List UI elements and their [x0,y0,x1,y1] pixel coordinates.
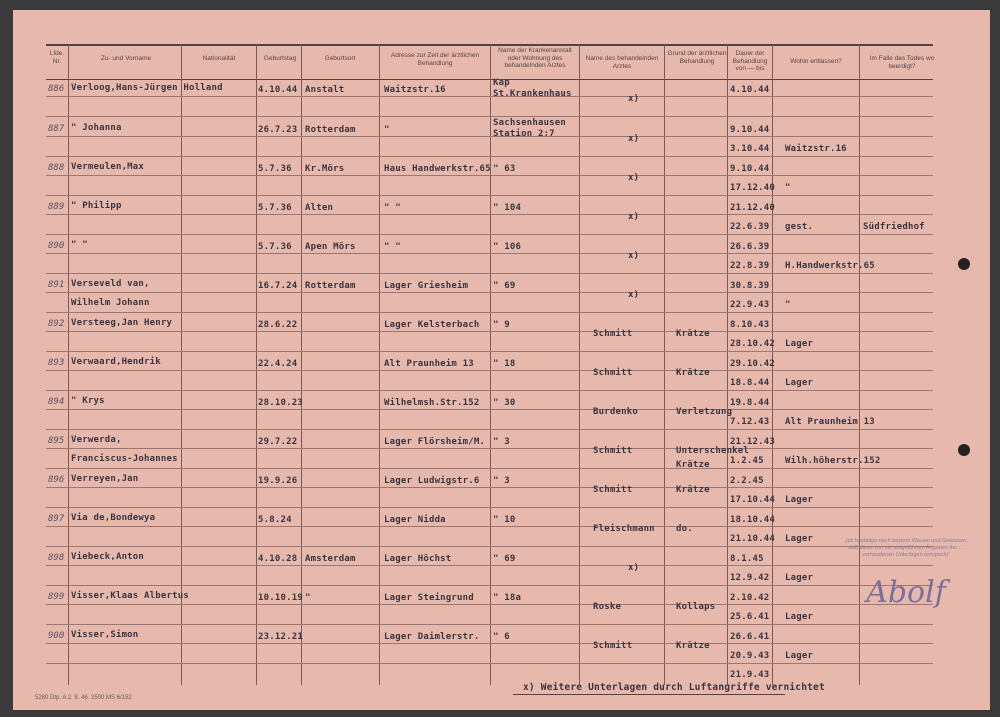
hospital: " 10 [493,515,516,525]
row-number: 898 [48,553,65,563]
row-rule [46,136,933,137]
row-number: 888 [48,163,65,173]
birth-date: 26.7.23 [258,125,298,135]
row-rule [46,234,933,235]
treatment-date: 7.12.43 [730,417,770,427]
person-name: Via de,Bondewya [71,513,156,523]
header-nr: Lfde. Nr. [49,50,65,65]
row-number: 899 [48,592,65,602]
col-line [664,45,665,685]
hospital: Sachsenhausen [493,118,567,128]
doctor-name: Roske [593,602,622,612]
header-reason: Grund der ärztlichen Behandlung [667,50,727,65]
form-code: 5280 Dtp. A 2. 8. 46. 2500 MS 6/152 [35,695,132,701]
header-birthdate: Geburtstag [263,55,297,62]
address: Haus Handwerkstr.65 [384,164,491,174]
doctor-name: x) [628,290,640,300]
treatment-reason: Unterschenkel [676,446,750,456]
treatment-date: 9.10.44 [730,164,770,174]
treatment-date: 25.6.41 [730,612,770,622]
discharged-to: Lager [785,339,814,349]
birth-date: 10.10.19 [258,593,303,603]
birth-date: 5.7.36 [258,203,292,213]
treatment-date: 8.1.45 [730,554,764,564]
birth-date: 28.6.22 [258,320,298,330]
treatment-date: 18.10.44 [730,515,775,525]
address: Lager Flörsheim/M. [384,437,486,447]
row-rule [46,468,933,469]
row-rule [46,409,933,410]
hospital: " 63 [493,164,516,174]
col-line [181,45,182,685]
row-rule [46,312,933,313]
discharged-to: Lager [785,651,814,661]
hospital: " 9 [493,320,510,330]
hospital: " 106 [493,242,522,252]
doctor-name: x) [628,212,640,222]
treatment-date: 30.8.39 [730,281,770,291]
treatment-date: 19.8.44 [730,398,770,408]
birth-date: 28.10.23 [258,398,303,408]
discharged-to: gest. [785,222,814,232]
row-number: 891 [48,280,65,290]
address: Wilhelmsh.Str.152 [384,398,480,408]
person-name: Verwerda, [71,435,122,445]
doctor-name: Schmitt [593,641,633,651]
hospital: " 69 [493,554,516,564]
birth-place: Apen Mörs [305,242,356,252]
person-name: Vermeulen,Max [71,162,145,172]
birth-place: Rotterdam [305,125,356,135]
row-rule [46,351,933,352]
treatment-reason: Krätze [676,641,710,651]
discharged-to: " [785,183,791,193]
header-name: Zu- und Vorname [100,55,152,62]
address: Lager Steingrund [384,593,474,603]
treatment-date: 17.10.44 [730,495,775,505]
header-nationality: Nationalität [202,55,236,62]
birth-date: 23.12.21 [258,632,303,642]
person-name: Visser,Simon [71,630,139,640]
person-name: " Krys [71,396,105,406]
row-number: 892 [48,319,65,329]
birth-date: 19.9.26 [258,476,298,486]
address: Lager Kelsterbach [384,320,480,330]
row-number: 890 [48,241,65,251]
address: Lager Höchst [384,554,452,564]
doctor-name: Schmitt [593,368,633,378]
address: Lager Nidda [384,515,446,525]
header-address: Adresse zur Zeit der ärztlichen Behandlung [390,52,480,67]
row-rule [46,331,933,332]
person-name: Verseveld van, [71,279,150,289]
doctor-name: Burdenko [593,407,638,417]
discharged-to: Lager [785,573,814,583]
treatment-date: 1.2.45 [730,456,764,466]
discharged-to: " [785,300,791,310]
treatment-date: 26.6.39 [730,242,770,252]
birth-place: Alten [305,203,334,213]
hospital: " 3 [493,437,510,447]
treatment-reason: Kollaps [676,602,716,612]
person-name: Verreyen,Jan [71,474,139,484]
discharged-to: Alt Praunheim 13 [785,417,875,427]
birth-date: 5.7.36 [258,242,292,252]
row-rule [46,585,933,586]
doctor-name: x) [628,94,640,104]
treatment-date: 26.6.41 [730,632,770,642]
row-rule [46,448,933,449]
row-rule [46,253,933,254]
row-number: 896 [48,475,65,485]
header-discharged: Wohin entlassen? [790,58,842,65]
treatment-date: 22.8.39 [730,261,770,271]
row-number: 886 [48,84,65,94]
row-number: 897 [48,514,65,524]
treatment-reason: Krätze [676,368,710,378]
row-number: 895 [48,436,65,446]
row-rule [46,292,933,293]
person-name: " Philipp [71,201,122,211]
row-rule [46,565,933,566]
footnote: x) Weitere Unterlagen durch Luftangriffe vernichtet [523,682,825,693]
row-rule [46,429,933,430]
header-hospital: Name der Krankenanstalt oder Wohnung des behandelnden Arztes [498,47,572,69]
col-line [727,45,728,685]
hospital: " 104 [493,203,522,213]
birth-date: 4.10.44 [258,85,298,95]
birth-date: 5.7.36 [258,164,292,174]
address: " [384,125,390,135]
person-name-continued: Franciscus-Johannes [71,454,178,464]
row-rule [46,116,933,117]
row-rule [46,643,933,644]
address: " " [384,242,401,252]
hospital: " 18 [493,359,516,369]
col-line [379,45,380,685]
discharged-to: Wilh.höherstr.152 [785,456,881,466]
hospital-continued: St.Krankenhaus [493,89,572,99]
document-sheet [13,10,990,710]
doctor-name: Schmitt [593,485,633,495]
person-name: " " [71,240,88,250]
row-rule [46,604,933,605]
discharged-to: Lager [785,495,814,505]
row-rule [46,370,933,371]
treatment-date: 9.10.44 [730,125,770,135]
doctor-name: x) [628,563,640,573]
person-name: Viebeck,Anton [71,552,145,562]
row-rule [46,195,933,196]
person-name-continued: Wilhelm Johann [71,298,150,308]
punch-hole [958,444,970,456]
address: Lager Griesheim [384,281,469,291]
treatment-date: 21.9.43 [730,670,770,680]
treatment-date: 4.10.44 [730,85,770,95]
row-number: 887 [48,124,65,134]
person-name: Verloog,Hans-Jürgen Holland [71,83,223,93]
hospital-continued: Station 2:7 [493,129,555,139]
header-birthplace: Geburtsort [324,55,356,62]
row-rule [46,487,933,488]
birth-place: Anstalt [305,85,345,95]
treatment-date: 2.10.42 [730,593,770,603]
hospital: " 18a [493,593,522,603]
hospital: " 30 [493,398,516,408]
person-name: Verwaard,Hendrik [71,357,161,367]
row-rule [46,214,933,215]
birth-place: Rotterdam [305,281,356,291]
treatment-date: 20.9.43 [730,651,770,661]
col-line [490,45,491,685]
hospital: Kap [493,78,510,88]
row-rule [46,390,933,391]
address: Waitzstr.16 [384,85,446,95]
row-number: 889 [48,202,65,212]
treatment-date: 8.10.43 [730,320,770,330]
treatment-reason: Verletzung [676,407,733,417]
certification-stamp: „Ich bestätige nach bestem Wissen und Gewissen, daß diese von mir aufgeführten Angaben der ... vorhandenen Unterlagen entspricht“ [844,538,968,558]
treatment-date: 17.12.40 [730,183,775,193]
hospital: " 3 [493,476,510,486]
birth-date: 4.10.28 [258,554,298,564]
row-rule [46,526,933,527]
signature: Abolf [866,575,946,610]
discharged-to: H.Handwerkstr.65 [785,261,875,271]
col-line [256,45,257,685]
address: Lager Ludwigstr.6 [384,476,480,486]
person-name: " Johanna [71,123,122,133]
treatment-date: 22.9.43 [730,300,770,310]
burial-place: Südfriedhof [863,222,925,232]
person-name: Versteeg,Jan Henry [71,318,173,328]
discharged-to: Waitzstr.16 [785,144,847,154]
treatment-reason: Krätze [676,329,710,339]
discharged-to: Lager [785,378,814,388]
treatment-date: 18.8.44 [730,378,770,388]
row-rule [46,96,933,97]
footnote-line [513,694,785,695]
punch-hole [958,258,970,270]
treatment-date: 29.10.42 [730,359,775,369]
hospital: " 69 [493,281,516,291]
treatment-date: 12.9.42 [730,573,770,583]
col-line [579,45,580,685]
treatment-date: 3.10.44 [730,144,770,154]
birth-date: 22.4.24 [258,359,298,369]
treatment-reason-continued: Krätze [676,460,710,470]
doctor-name: Schmitt [593,329,633,339]
doctor-name: Schmitt [593,446,633,456]
row-rule [46,546,933,547]
birth-place: Kr.Mörs [305,164,345,174]
doctor-name: x) [628,173,640,183]
doctor-name: x) [628,251,640,261]
birth-date: 5.8.24 [258,515,292,525]
col-line [301,45,302,685]
row-rule [46,156,933,157]
treatment-date: 28.10.42 [730,339,775,349]
person-name: Visser,Klaas Albertus [71,591,189,601]
row-number: 894 [48,397,65,407]
row-number: 900 [48,631,65,641]
row-rule [46,273,933,274]
birth-date: 29.7.22 [258,437,298,447]
doctor-name: x) [628,134,640,144]
treatment-reason: Krätze [676,485,710,495]
header-duration: Dauer der Behandlung von — bis [732,50,768,72]
row-rule [46,624,933,625]
doctor-name: Fleischmann [593,524,655,534]
row-rule [46,507,933,508]
row-rule [46,175,933,176]
birth-place: Amsterdam [305,554,356,564]
address: " " [384,203,401,213]
birth-date: 16.7.24 [258,281,298,291]
discharged-to: Lager [785,612,814,622]
hospital: " 6 [493,632,510,642]
col-line [68,45,69,685]
treatment-date: 21.12.40 [730,203,775,213]
row-rule [46,663,933,664]
discharged-to: Lager [785,534,814,544]
header-burial: Im Falle des Todes wo beerdigt? [869,55,935,70]
address: Alt Praunheim 13 [384,359,474,369]
address: Lager Daimlerstr. [384,632,480,642]
treatment-date: 21.10.44 [730,534,775,544]
treatment-date: 2.2.45 [730,476,764,486]
treatment-reason: do. [676,524,693,534]
header-doctor: Name des behandelnden Arztes [585,55,659,70]
birth-place: " [305,593,311,603]
treatment-date: 21.12.43 [730,437,775,447]
treatment-date: 22.6.39 [730,222,770,232]
row-number: 893 [48,358,65,368]
